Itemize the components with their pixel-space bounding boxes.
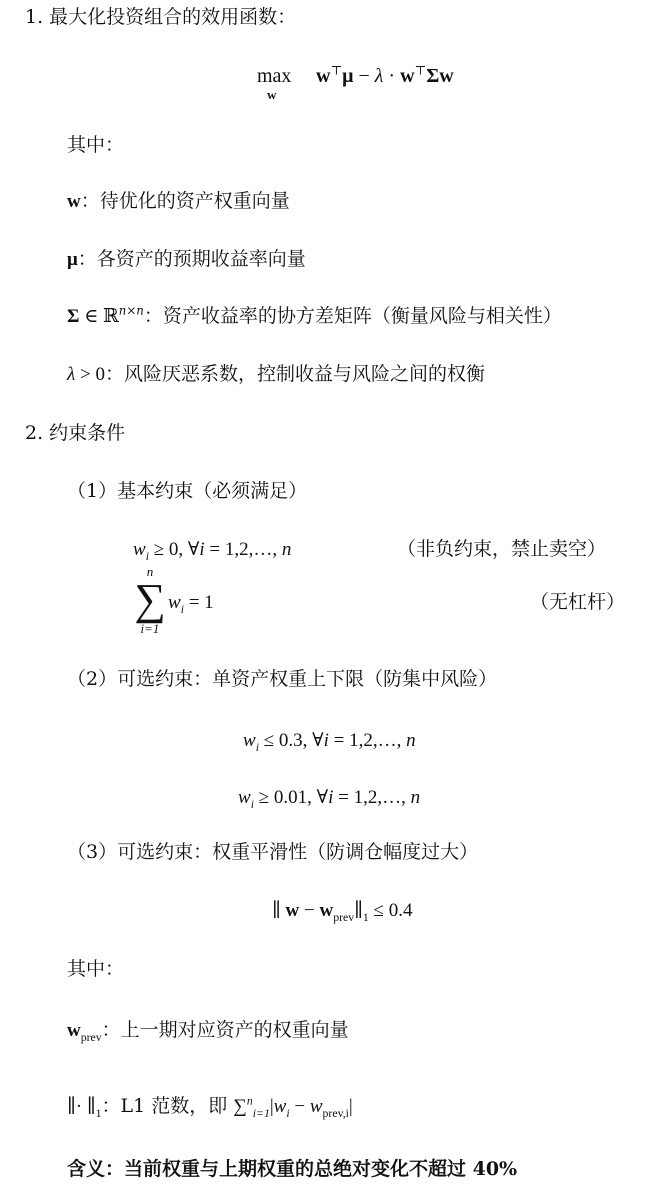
constraint-sum-equation: $w_i = 1$ <box>168 592 214 616</box>
definition-w: w：待优化的资产权重向量 <box>67 190 290 212</box>
sum-symbol-block <box>130 565 170 635</box>
section-2-heading: 2. 约束条件 <box>25 422 126 444</box>
sum-upper-limit: n <box>146 564 154 579</box>
section-1-heading: 1. 最大化投资组合的效用函数： <box>25 6 297 28</box>
constraint-3-heading: （3）可选约束：权重平滑性（防调仓幅度过大） <box>67 841 479 863</box>
meaning-statement: 含义：当前权重与上期权重的总绝对变化不超过 40% <box>67 1158 518 1180</box>
constraint-lower-bound-equation: $w_i \ge 0.01$, ∀i = 1,2,…, n <box>238 787 421 811</box>
definition-l1-norm: ∥· $\parallel_1$：L1 范数，即 $\sum^n_{i=1}|w_i - w_{prev,i}|$ <box>67 1094 353 1120</box>
definition-lambda: λ > 0：风险厌恶系数，控制收益与风险之间的权衡 <box>67 363 485 385</box>
definition-sigma: Σ ∈ ℝ$^{n\times n}$：资产收益率的协方差矩阵（衡量风险与相关性） <box>67 303 562 327</box>
objective-max-subscript: w <box>267 87 277 102</box>
constraint-nonnegative-note: （非负约束，禁止卖空） <box>397 538 607 560</box>
constraint-upper-bound-equation: $w_i \le 0.3$, ∀i = 1,2,…, n <box>243 730 416 754</box>
definition-mu: μ：各资产的预期收益率向量 <box>67 248 306 270</box>
constraint-1-heading: （1）基本约束（必须满足） <box>67 480 308 502</box>
summation-icon: ∑ <box>134 575 166 624</box>
constraint-smoothness-equation: ∥ $w - w_{prev}\parallel_1 \le 0.4$ <box>272 900 413 924</box>
constraint-2-heading: （2）可选约束：单资产权重上下限（防集中风险） <box>67 668 498 690</box>
where-label-2: 其中： <box>67 958 125 980</box>
definition-w-prev: $w_{prev}$：上一期对应资产的权重向量 <box>67 1019 349 1044</box>
sum-lower-limit: i=1 <box>140 621 160 636</box>
objective-expression: w⊤μ − λ · w⊤Σw <box>316 63 454 87</box>
constraint-nonnegative-equation: $w_i \ge 0$, ∀i = 1,2,…, n <box>133 539 292 563</box>
objective-max-operator: max <box>257 65 292 87</box>
where-label-1: 其中： <box>67 134 125 156</box>
constraint-sum-note: （无杠杆） <box>530 591 626 613</box>
